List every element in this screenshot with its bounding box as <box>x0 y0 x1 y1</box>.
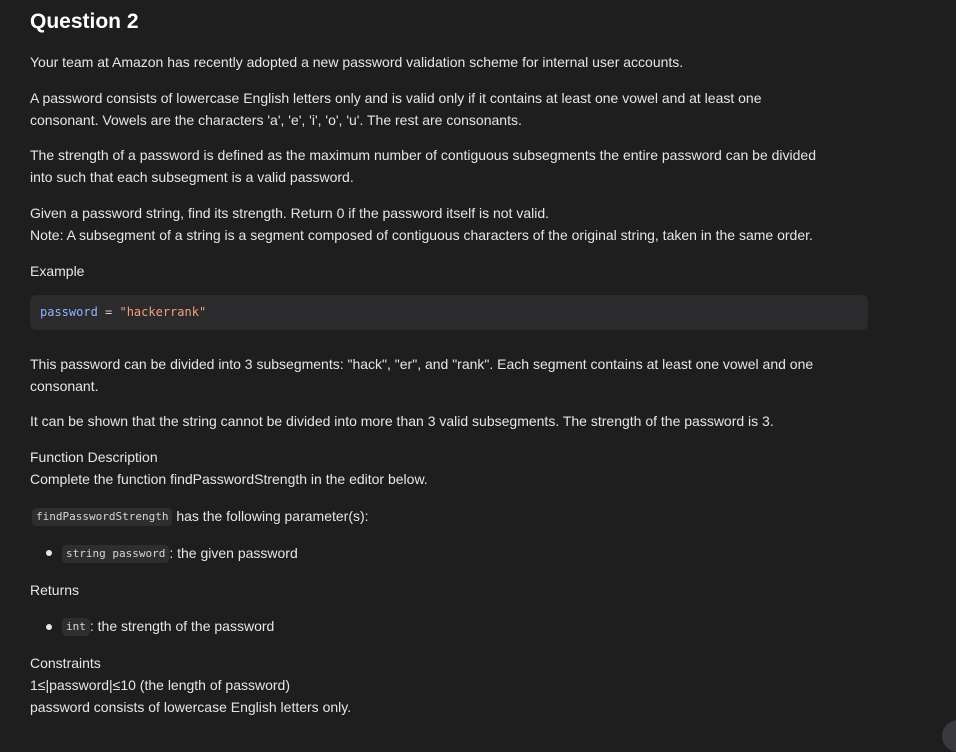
function-description-text: Complete the function findPasswordStrength in the editor below. <box>30 471 428 487</box>
return-code: int <box>62 618 90 636</box>
question-title: Question 2 <box>30 10 139 33</box>
parameter-description: : the given password <box>169 545 298 561</box>
example-code-block <box>30 295 868 330</box>
code-variable: password <box>40 305 98 319</box>
return-description: : the strength of the password <box>89 618 275 634</box>
function-name-code: findPasswordStrength <box>32 508 172 526</box>
constraint-charset: password consists of lowercase English letters only. <box>30 699 352 715</box>
task-text: Given a password string, find its strength. Return 0 if the password itself is not valid. <box>30 205 550 221</box>
constraints-heading: Constraints <box>30 655 101 671</box>
rule-text-line1: A password consists of lowercase English letters only and is valid only if it contains at least one vowel and at least one <box>30 90 762 106</box>
example-heading: Example <box>30 263 85 279</box>
strength-definition-line2: into such that each subsegment is a valid password. <box>30 169 354 185</box>
function-description-heading: Function Description <box>30 449 158 465</box>
strength-definition-line1: The strength of a password is defined as the maximum number of contiguous subsegments the entire password can be divided <box>30 147 816 163</box>
parameter-item <box>62 542 862 564</box>
bullet-dot-icon <box>46 624 52 630</box>
parameter-code: string password <box>62 545 169 563</box>
explanation-line1: This password can be divided into 3 subsegments: "hack", "er", and "rank". Each segment contains at least one vowel and one <box>30 356 814 372</box>
code-string: "hackerrank" <box>119 305 207 319</box>
bullet-dot-icon <box>46 550 52 556</box>
return-item <box>62 615 862 637</box>
intro-text: Your team at Amazon has recently adopted a new password validation scheme for internal user accounts. <box>30 54 684 70</box>
parameters-line <box>32 505 872 527</box>
constraint-length: 1≤|password|≤10 (the length of password) <box>30 677 290 693</box>
rule-text-line2: consonant. Vowels are the characters 'a', 'e', 'i', 'o', 'u'. The rest are consonants. <box>30 112 522 128</box>
parameters-text: has the following parameter(s): <box>176 508 369 524</box>
conclusion-text: It can be shown that the string cannot be divided into more than 3 valid subsegments. The strength of the password is 3. <box>30 413 774 429</box>
returns-heading: Returns <box>30 582 80 598</box>
note-text: Note: A subsegment of a string is a segment composed of contiguous characters of the original string, taken in the same order. <box>30 227 813 243</box>
scroll-corner-handle[interactable] <box>942 720 956 752</box>
code-operator: = <box>97 305 120 319</box>
explanation-line2: consonant. <box>30 378 99 394</box>
